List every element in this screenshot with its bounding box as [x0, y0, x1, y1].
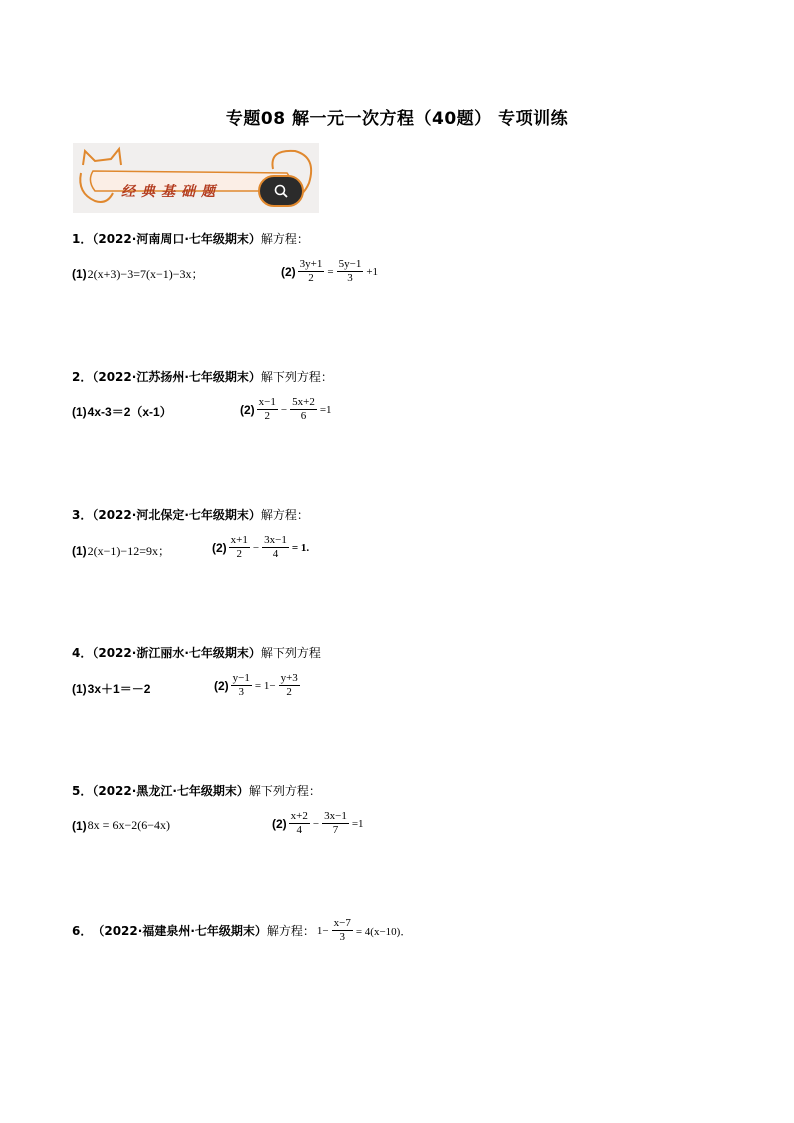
fraction: [262, 534, 289, 561]
operator: =1: [319, 403, 332, 416]
question-2-part-1: [72, 403, 173, 420]
question-prompt: 解方程：: [266, 924, 315, 938]
fraction: [337, 258, 364, 285]
operator: −: [252, 541, 260, 554]
part-label: (1): [72, 266, 87, 281]
numerator: x−7: [333, 917, 351, 929]
numerator: x+2: [290, 810, 308, 822]
part-label: (2): [272, 816, 287, 831]
question-1-part-2: [281, 258, 380, 285]
denominator: 3: [238, 686, 245, 698]
denominator: 2: [264, 410, 271, 422]
question-prompt: 解方程：: [260, 508, 309, 522]
equation: 4x-3＝2（x-1）: [87, 405, 172, 419]
question-5-part-2: [272, 810, 366, 837]
numerator: y+3: [280, 672, 298, 684]
part-label: (1): [72, 543, 87, 558]
numerator: x−1: [258, 396, 276, 408]
denominator: 2: [236, 548, 243, 560]
fraction: [290, 396, 317, 423]
denominator: 4: [272, 548, 279, 560]
equation: 3x＋1＝－2: [87, 682, 151, 696]
denominator: 3: [339, 931, 345, 943]
numerator: 3y+1: [299, 258, 323, 270]
question-6: [72, 917, 413, 944]
denominator: 2: [308, 272, 314, 284]
numerator: 5y−1: [338, 258, 362, 270]
question-5-part-1: [72, 818, 170, 833]
fraction: [298, 258, 325, 285]
question-2-header: [72, 368, 333, 385]
part-label: (1): [72, 404, 87, 419]
operator: −: [312, 817, 320, 830]
question-prompt: 解下列方程：: [260, 370, 333, 384]
operator: =: [327, 265, 334, 278]
page-title: 专题08 解一元一次方程（40题） 专项训练: [225, 109, 569, 129]
denominator: 2: [286, 686, 292, 698]
denominator: 7: [332, 824, 339, 836]
part-label: (1): [72, 818, 87, 833]
operator: = 4(x−10)．: [355, 925, 412, 938]
question-2-part-2: [240, 396, 334, 423]
numerator: 3x−1: [324, 810, 347, 822]
question-source: （2022·福建泉州·七年级期末）: [92, 924, 267, 938]
question-number: 3．: [72, 508, 93, 522]
numerator: 5x+2: [292, 396, 315, 408]
equation: 2(x−1)−12=9x；: [87, 544, 170, 558]
part-label: (2): [214, 678, 229, 693]
banner-title: 经典基础题: [121, 184, 221, 200]
question-prompt: 解下列方程: [260, 646, 321, 660]
part-label: (1): [72, 681, 87, 696]
question-number: 2．: [72, 370, 93, 384]
question-1-header: [72, 230, 309, 247]
denominator: 3: [347, 272, 353, 284]
question-number: 1．: [72, 232, 93, 246]
question-prompt: 解下列方程：: [248, 784, 321, 798]
part-label: (2): [212, 540, 227, 555]
question-4-header: [72, 644, 321, 661]
fraction: [332, 917, 353, 944]
question-number: 6．: [72, 924, 93, 938]
fraction: [231, 672, 252, 699]
operator: −: [280, 403, 288, 416]
fraction: [257, 396, 278, 423]
question-source: （2022·河南周口·七年级期末）: [92, 232, 261, 246]
fox-decoration-icon: [73, 143, 319, 213]
denominator: 4: [296, 824, 303, 836]
fraction: [279, 672, 300, 699]
question-5-header: [72, 782, 321, 799]
equation: 8x = 6x−2(6−4x): [87, 818, 170, 832]
numerator: x+1: [230, 534, 248, 546]
question-prompt: 解方程：: [260, 232, 309, 246]
numerator: y−1: [232, 672, 250, 684]
operator: = 1.: [291, 541, 310, 554]
question-4-part-2: [214, 672, 301, 699]
question-3-part-1: [72, 542, 170, 559]
denominator: 6: [300, 410, 307, 422]
question-source: （2022·河北保定·七年级期末）: [92, 508, 261, 522]
operator: 1−: [316, 924, 329, 937]
part-label: (2): [240, 402, 255, 417]
fraction: [289, 810, 310, 837]
fraction: [229, 534, 250, 561]
operator: +1: [366, 265, 379, 278]
question-3-part-2: [212, 534, 311, 561]
question-3-header: [72, 506, 309, 523]
question-source: （2022·江苏扬州·七年级期末）: [92, 370, 261, 384]
question-number: 4．: [72, 646, 93, 660]
part-label: (2): [281, 264, 296, 279]
equation: 2(x+3)−3=7(x−1)−3x；: [87, 267, 204, 281]
fraction: [322, 810, 349, 837]
question-1-part-1: [72, 265, 204, 282]
section-banner: [73, 143, 319, 213]
question-4-part-1: [72, 680, 151, 697]
operator: = 1−: [254, 679, 276, 692]
question-source: （2022·浙江丽水·七年级期末）: [92, 646, 261, 660]
search-icon: [273, 183, 289, 199]
operator: =1: [351, 817, 364, 830]
numerator: 3x−1: [264, 534, 287, 546]
question-source: （2022·黑龙江·七年级期末）: [92, 784, 249, 798]
question-number: 5．: [72, 784, 93, 798]
